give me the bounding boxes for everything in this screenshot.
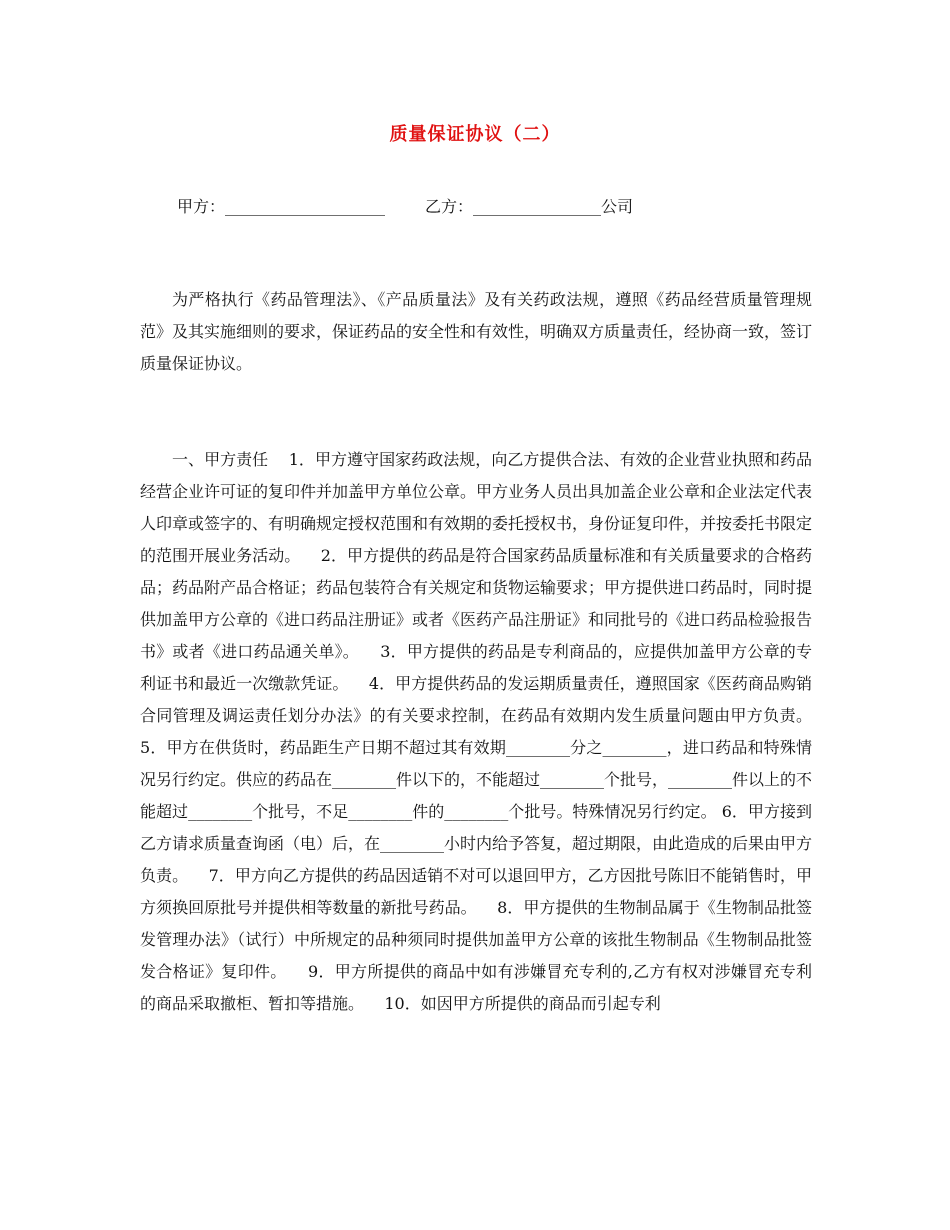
party-a-field: 甲方：____________________: [177, 197, 386, 216]
preamble-paragraph: 为严格执行《药品管理法》、《产品质量法》及有关药政法规，遵照《药品经营质量管理规范》及其实施细则的要求，保证药品的安全性和有效性，明确双方质量责任，经协商一致，签订质量保证协议。: [140, 290, 813, 373]
agreement-body: [140, 220, 833, 1084]
party-a-responsibilities-paragraph: 一、甲方责任 1．甲方遵守国家药政法规，向乙方提供合法、有效的企业营业执照和药品经营企业许可证的复印件并加盖甲方单位公章。甲方业务人员出具加盖企业公章和企业法定代表人印章或签字的、有明确规定授权范围和有效期的委托授权书，身份证复印件，并按委托书限定的范围开展业务活动。 2．甲方提供的药品是符合国家药品质量标准和有关质量要求的合格药品；药品附产品合格证；药品包装符合有关规定和货物运输要求；甲方提供进口药品时，同时提供加盖甲方公章的《进口药品注册证》或者《医药产品注册证》和同批号的《进口药品检验报告书》或者《进口药品通关单》。 3．甲方提供的药品是专利商品的，应提供加盖甲方公章的专利证书和最近一次缴款凭证。 4．甲方提供药品的发运期质量责任，遵照国家《医药商品购销合同管理及调运责任划分办法》的有关要求控制，在药品有效期内发生质量问题由甲方负责。 5．甲方在供货时，药品距生产日期不超过其有效期________分之________，进口药品和特殊情况另行约定。供应的药品在________件以下的，不能超过________个批号，________件以上的不能超过________个批号，不足________件的________个批号。特殊情况另行约定。 6．甲方接到乙方请求质量查询函（电）后，在________小时内给予答复，超过期限，由此造成的后果由甲方负责。 7．甲方向乙方提供的药品因适销不对可以退回甲方，乙方因批号陈旧不能销售时，甲方须换回原批号并提供相等数量的新批号药品。 8．甲方提供的生物制品属于《生物制品批签发管理办法》（试行）中所规定的品种须同时提供加盖甲方公章的该批生物制品《生物制品批签发合格证》复印件。 9．甲方所提供的商品中如有涉嫌冒充专利的,乙方有权对涉嫌冒充专利的商品采取撤柜、暂扣等措施。 10．如因甲方所提供的商品而引起专利: [140, 450, 833, 1013]
document-title: 质量保证协议（二）: [389, 124, 561, 145]
party-b-field: 乙方：________________公司: [425, 197, 634, 216]
parties-line: [177, 194, 633, 217]
